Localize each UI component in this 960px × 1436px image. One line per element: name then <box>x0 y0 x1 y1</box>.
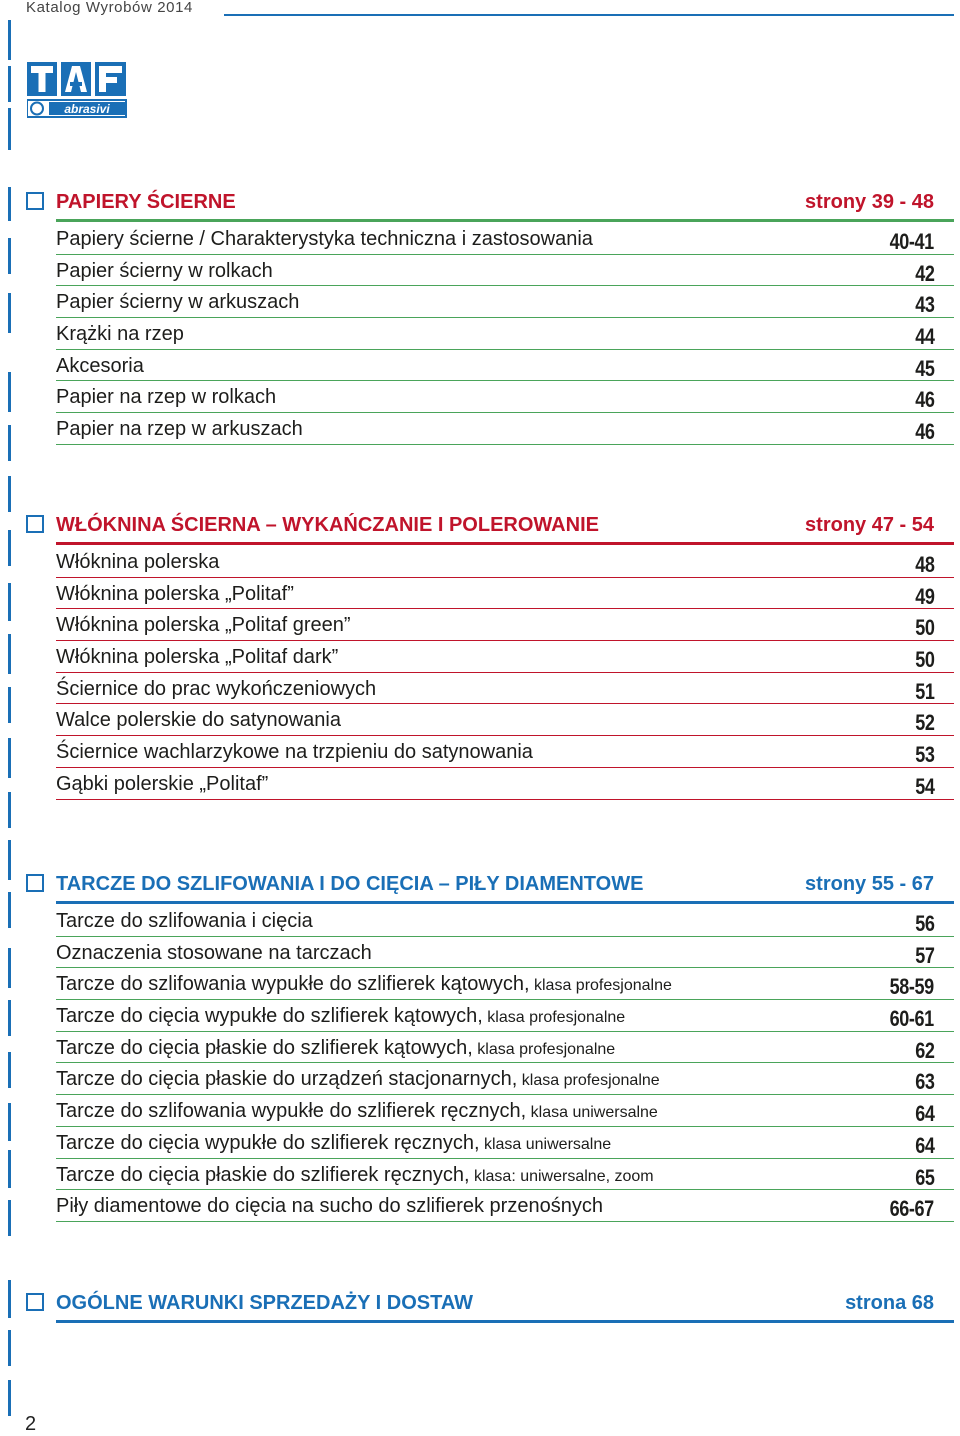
toc-entry[interactable] <box>0 413 960 445</box>
svg-text:abrasivi: abrasivi <box>64 102 110 116</box>
toc-entry-wrapper <box>56 1068 660 1091</box>
section-title: WŁÓKNINA ŚCIERNA – WYKAŃCZANIE I POLEROWANIE <box>56 514 599 536</box>
toc-entry-wrapper <box>56 910 313 933</box>
toc-entry[interactable] <box>0 1127 960 1159</box>
toc-entry-wrapper <box>56 1195 603 1218</box>
toc-entry-page: 64 <box>914 1132 934 1158</box>
toc-entry[interactable] <box>0 1190 960 1222</box>
toc-entry-label: Gąbki polerskie „Politaf” <box>56 772 269 795</box>
toc-entry-page: 49 <box>914 583 934 609</box>
toc-entry-label: Papier na rzep w rolkach <box>56 386 277 409</box>
toc-entry[interactable] <box>0 673 960 705</box>
toc-entry-class-note: klasa uniwersalne <box>526 1104 658 1122</box>
toc-entry-page: 44 <box>914 324 934 350</box>
toc-entry-page: 43 <box>914 292 934 318</box>
toc-entry-label: Włóknina polerska <box>56 551 220 573</box>
toc-entry[interactable] <box>0 641 960 673</box>
toc-entry[interactable] <box>0 1063 960 1095</box>
toc-entry-page: 56 <box>914 911 934 936</box>
section-tarcze <box>0 869 960 1222</box>
toc-entry-wrapper <box>56 291 299 314</box>
toc-entry[interactable] <box>0 768 960 800</box>
toc-entry-label: Walce polerskie do satynowania <box>56 709 341 732</box>
toc-entry[interactable] <box>0 350 960 382</box>
margin-bar <box>8 108 11 150</box>
toc-entry-page: 51 <box>914 678 934 704</box>
toc-entry-label: Piły diamentowe do cięcia na sucho do szlifierek przenośnych <box>56 1195 603 1218</box>
toc-entry-page: 60-61 <box>889 1006 934 1032</box>
toc-entry-class-note: klasa: uniwersalne, zoom <box>469 1167 654 1185</box>
toc-entry-wrapper <box>56 973 672 996</box>
toc-entry[interactable] <box>0 1000 960 1032</box>
toc-entry[interactable] <box>0 736 960 768</box>
toc-entry[interactable] <box>0 578 960 610</box>
toc-entry-label: Tarcze do szlifowania wypukłe do szlifierek kątowych, <box>56 973 530 996</box>
catalog-title: Katalog Wyrobów 2014 <box>26 0 193 16</box>
toc-entry-page: 50 <box>914 647 934 673</box>
toc-entry-wrapper <box>56 1005 625 1028</box>
toc-entry-page: 58-59 <box>889 974 934 1000</box>
toc-entry-label: Tarcze do szlifowania i cięcia <box>56 910 313 932</box>
toc-entry-page: 66-67 <box>889 1196 934 1222</box>
toc-entry-class-note: klasa profesjonalne <box>482 1009 626 1027</box>
section-rule <box>56 542 954 545</box>
toc-entry[interactable] <box>0 381 960 413</box>
section-page-range: strony 55 - 67 <box>805 873 934 895</box>
toc-entry-label: Papier ścierny w arkuszach <box>56 291 300 314</box>
toc-entry-rule <box>56 444 954 445</box>
toc-entry-label: Papier ścierny w rolkach <box>56 259 273 282</box>
toc-entry[interactable] <box>0 223 960 255</box>
checkbox-square-icon[interactable] <box>26 1293 44 1311</box>
toc-entry-label: Tarcze do cięcia wypukłe do szlifierek ręcznych, <box>56 1131 480 1154</box>
toc-entry[interactable] <box>0 937 960 969</box>
section-header <box>0 510 960 542</box>
toc-entry-label: Włóknina polerska „Politaf dark” <box>56 646 339 669</box>
toc-entry-page: 45 <box>914 355 934 381</box>
toc-entry-label: Tarcze do cięcia płaskie do urządzeń stacjonarnych, <box>56 1068 518 1091</box>
toc-entry-label: Papiery ścierne / Charakterystyka techniczna i zastosowania <box>56 228 593 250</box>
toc-entry-wrapper <box>56 260 273 283</box>
section-page-range: strona 68 <box>845 1292 934 1314</box>
toc-entry-class-note: klasa profesjonalne <box>517 1072 660 1090</box>
section-rule <box>56 901 954 904</box>
toc-entry-page: 64 <box>914 1101 934 1127</box>
toc-entry[interactable] <box>0 546 960 578</box>
toc-entry-page: 57 <box>914 942 934 968</box>
section-rule <box>56 1320 954 1323</box>
section-header <box>0 869 960 901</box>
toc-entry-wrapper <box>56 551 219 574</box>
section-papiery-scierne <box>0 187 960 445</box>
toc-entry-rule <box>56 799 954 800</box>
section-header <box>0 1288 960 1320</box>
toc-entry-label: Włóknina polerska „Politaf green” <box>56 614 351 637</box>
toc-entry-page: 42 <box>914 260 934 286</box>
toc-entry-rule <box>56 1221 954 1222</box>
page-number: 2 <box>25 1413 37 1435</box>
toc-list <box>0 223 960 445</box>
toc-entry-page: 46 <box>914 387 934 413</box>
toc-list <box>0 546 960 800</box>
toc-entry[interactable] <box>0 968 960 1000</box>
toc-entry-page: 46 <box>914 419 934 445</box>
checkbox-square-icon[interactable] <box>26 192 44 210</box>
toc-entry-label: Oznaczenia stosowane na tarczach <box>56 941 372 964</box>
toc-entry-wrapper <box>56 1132 611 1155</box>
margin-bar <box>8 1330 11 1366</box>
toc-entry-wrapper <box>56 646 338 669</box>
section-title: TARCZE DO SZLIFOWANIA I DO CIĘCIA – PIŁY DIAMENTOWE <box>56 873 644 895</box>
toc-entry-page: 52 <box>914 710 934 736</box>
section-title: OGÓLNE WARUNKI SPRZEDAŻY I DOSTAW <box>56 1292 474 1314</box>
section-wloknina-scierna <box>0 510 960 800</box>
toc-entry[interactable] <box>0 318 960 350</box>
toc-entry-page: 53 <box>914 742 934 768</box>
toc-entry[interactable] <box>0 1095 960 1127</box>
margin-bar <box>8 20 11 60</box>
toc-entry[interactable] <box>0 1032 960 1064</box>
toc-entry-wrapper <box>56 418 303 441</box>
toc-entry-label: Krążki na rzep <box>56 323 184 346</box>
toc-entry-wrapper <box>56 942 372 965</box>
toc-entry-wrapper <box>56 386 276 409</box>
toc-entry-label: Tarcze do cięcia płaskie do szlifierek kątowych, <box>56 1036 473 1059</box>
toc-entry-label: Ściernice wachlarzykowe na trzpieniu do satynowania <box>56 741 533 764</box>
toc-entry-label: Ściernice do prac wykończeniowych <box>56 677 377 700</box>
toc-entry[interactable] <box>0 609 960 641</box>
toc-entry-page: 54 <box>914 773 934 799</box>
toc-entry-class-note: klasa profesjonalne <box>529 977 672 995</box>
margin-bar <box>8 1380 11 1416</box>
section-title: PAPIERY ŚCIERNE <box>56 191 236 213</box>
toc-entry-wrapper <box>56 678 376 701</box>
section-page-range: strony 39 - 48 <box>805 191 934 213</box>
toc-entry-wrapper <box>56 583 294 606</box>
margin-bar <box>8 66 11 102</box>
section-header <box>0 187 960 219</box>
margin-bar <box>8 476 11 512</box>
toc-entry-label: Tarcze do cięcia płaskie do szlifierek ręcznych, <box>56 1163 470 1186</box>
toc-entry-label: Papier na rzep w arkuszach <box>56 418 303 441</box>
toc-entry[interactable] <box>0 905 960 937</box>
toc-entry[interactable] <box>0 255 960 287</box>
toc-entry-page: 62 <box>914 1037 934 1063</box>
toc-entry-wrapper <box>56 614 351 637</box>
toc-entry-wrapper <box>56 741 533 764</box>
toc-entry-label: Tarcze do szlifowania wypukłe do szlifierek ręcznych, <box>56 1100 527 1123</box>
toc-entry-wrapper <box>56 1164 654 1187</box>
toc-entry-class-note: klasa uniwersalne <box>479 1135 612 1153</box>
toc-entry[interactable] <box>0 286 960 318</box>
toc-list <box>0 905 960 1222</box>
toc-entry-label: Akcesoria <box>56 354 144 377</box>
header-rule <box>224 14 954 16</box>
taf-abrasivi-logo <box>27 62 127 118</box>
toc-entry-wrapper <box>56 1037 615 1060</box>
section-ogolne-warunki <box>0 1288 960 1320</box>
toc-entry-wrapper <box>56 709 341 732</box>
section-rule <box>56 219 954 222</box>
toc-entry[interactable] <box>0 1159 960 1191</box>
toc-entry-class-note: klasa profesjonalne <box>472 1040 616 1058</box>
toc-entry-wrapper <box>56 773 268 796</box>
toc-entry-label: Włóknina polerska „Politaf” <box>56 582 294 605</box>
toc-entry-wrapper <box>56 228 593 251</box>
toc-entry-label: Tarcze do cięcia wypukłe do szlifierek kątowych, <box>56 1005 483 1028</box>
toc-entry-page: 48 <box>914 552 934 577</box>
toc-entry[interactable] <box>0 704 960 736</box>
section-page-range: strony 47 - 54 <box>805 514 934 536</box>
toc-entry-wrapper <box>56 355 144 378</box>
toc-entry-wrapper <box>56 323 184 346</box>
checkbox-square-icon[interactable] <box>26 515 44 533</box>
toc-entry-page: 40-41 <box>889 229 934 254</box>
toc-entry-wrapper <box>56 1100 658 1123</box>
checkbox-square-icon[interactable] <box>26 874 44 892</box>
toc-entry-page: 50 <box>914 615 934 641</box>
toc-entry-page: 63 <box>914 1069 934 1095</box>
toc-entry-page: 65 <box>914 1164 934 1190</box>
